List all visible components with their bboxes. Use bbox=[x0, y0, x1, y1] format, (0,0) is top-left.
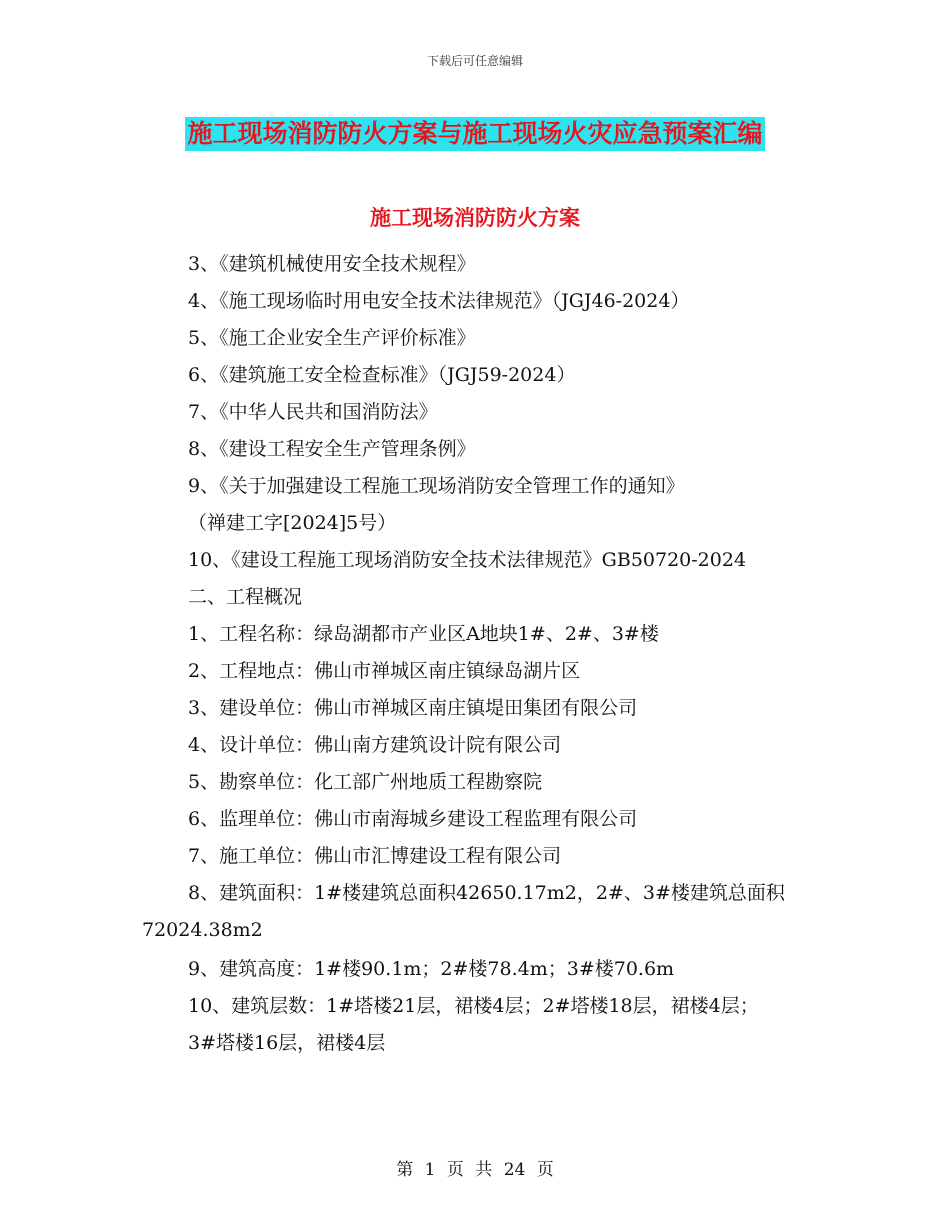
body-line: 4、设计单位：佛山南方建筑设计院有限公司 bbox=[188, 734, 562, 756]
document-title-text: 施工现场消防防火方案与施工现场火灾应急预案汇编 bbox=[185, 117, 764, 151]
body-line: 10、建筑层数：1#塔楼21层，裙楼4层；2#塔楼18层，裙楼4层； bbox=[188, 995, 759, 1017]
body-line: 72024.38m2 bbox=[142, 919, 263, 941]
body-line: 7、施工单位：佛山市汇博建设工程有限公司 bbox=[188, 845, 562, 867]
section-title: 施工现场消防防火方案 bbox=[370, 205, 580, 230]
body-line: 10、《建设工程施工现场消防安全技术法律规范》GB50720-2024 bbox=[188, 549, 747, 571]
body-line: 9、建筑高度：1#楼90.1m；2#楼78.4m；3#楼70.6m bbox=[188, 958, 675, 980]
body-line: 二、工程概况 bbox=[188, 586, 303, 608]
body-line: 1、工程名称：绿岛湖都市产业区A地块1#、2#、3#楼 bbox=[188, 623, 659, 645]
body-line: 3#塔楼16层，裙楼4层 bbox=[188, 1032, 386, 1054]
body-line: 5、《施工企业安全生产评价标准》 bbox=[188, 327, 476, 349]
body-line: 2、工程地点：佛山市禅城区南庄镇绿岛湖片区 bbox=[188, 660, 581, 682]
body-line: 6、监理单位：佛山市南海城乡建设工程监理有限公司 bbox=[188, 808, 638, 830]
body-line: （禅建工字[2024]5号） bbox=[188, 512, 397, 534]
page-number: 第 1 页 共 24 页 bbox=[396, 1160, 554, 1180]
body-line: 8、建筑面积：1#楼建筑总面积42650.17m2，2#、3#楼建筑总面积 bbox=[188, 882, 785, 904]
document-title bbox=[0, 112, 950, 151]
body-line: 8、《建设工程安全生产管理条例》 bbox=[188, 438, 476, 460]
body-line: 6、《建筑施工安全检查标准》（JGJ59-2024） bbox=[188, 364, 576, 386]
header-note: 下载后可任意编辑 bbox=[426, 54, 523, 68]
body-line: 5、勘察单位：化工部广州地质工程勘察院 bbox=[188, 771, 543, 793]
body-line: 4、《施工现场临时用电安全技术法律规范》（JGJ46-2024） bbox=[188, 290, 690, 312]
body-line: 3、建设单位：佛山市禅城区南庄镇堤田集团有限公司 bbox=[188, 697, 638, 719]
body-line: 7、《中华人民共和国消防法》 bbox=[188, 401, 438, 423]
body-line: 9、《关于加强建设工程施工现场消防安全管理工作的通知》 bbox=[188, 475, 685, 497]
body-line: 3、《建筑机械使用安全技术规程》 bbox=[188, 253, 476, 275]
